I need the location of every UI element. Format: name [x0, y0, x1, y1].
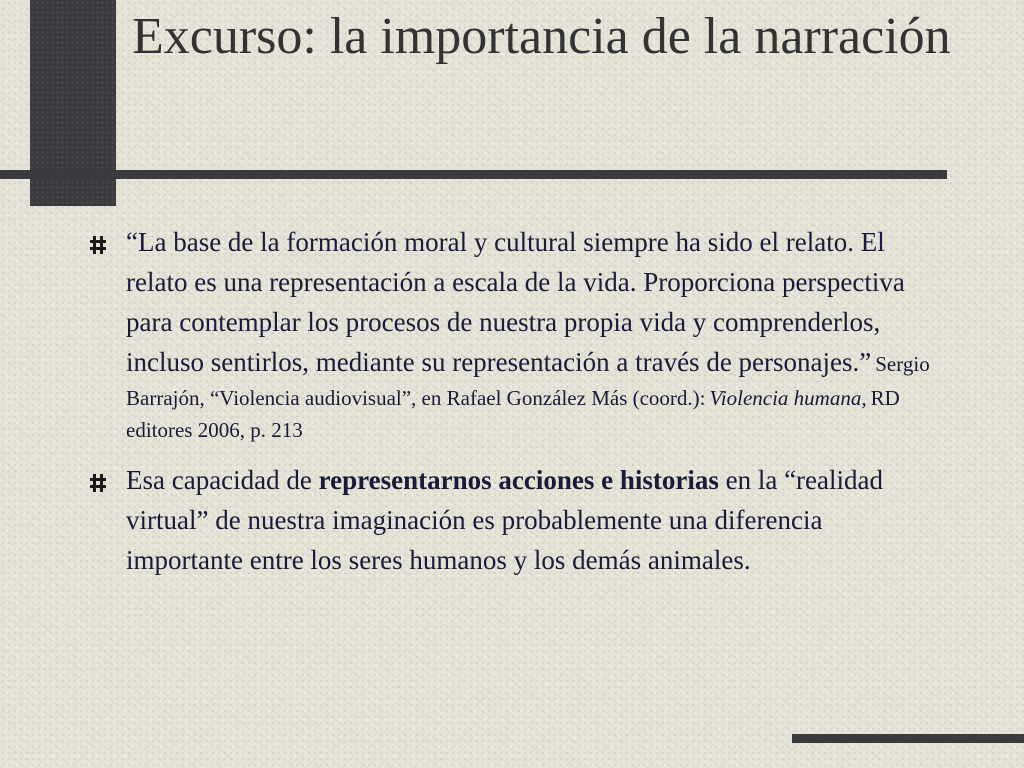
citation-publication: RD editores 2006, p. 213 [126, 386, 900, 442]
footer-divider [792, 734, 1024, 743]
citation-book-title: Violencia humana, [709, 386, 867, 410]
title-divider [0, 170, 947, 179]
bullet-item-quote [86, 222, 946, 446]
citation-author: Sergio Barrajón, “Violencia audiovisual”, en Rafael González Más (coord.): [126, 352, 930, 410]
bullet-list [86, 222, 946, 594]
bullet-item-capacity [86, 460, 946, 580]
capacity-text-end: en la “realidad virtual” de nuestra imaginación es probablemente una diferencia importante entre los seres humanos y los demás animales. [126, 465, 883, 575]
capacity-text-emphasis: representarnos acciones e historias [318, 465, 719, 495]
slide-title: Excurso: la importancia de la narración [132, 8, 951, 65]
quote-text: “La base de la formación moral y cultural siempre ha sido el relato. El relato es una representación a escala de la vida. Proporciona perspectiva para contemplar los procesos de nuestra propia vida y comprenderlos, incluso sentirlos, mediante su representación a través de personajes.” [126, 227, 905, 377]
hash-icon [90, 474, 106, 492]
hash-icon [90, 236, 106, 254]
capacity-text-start: Esa capacidad de [126, 465, 312, 495]
